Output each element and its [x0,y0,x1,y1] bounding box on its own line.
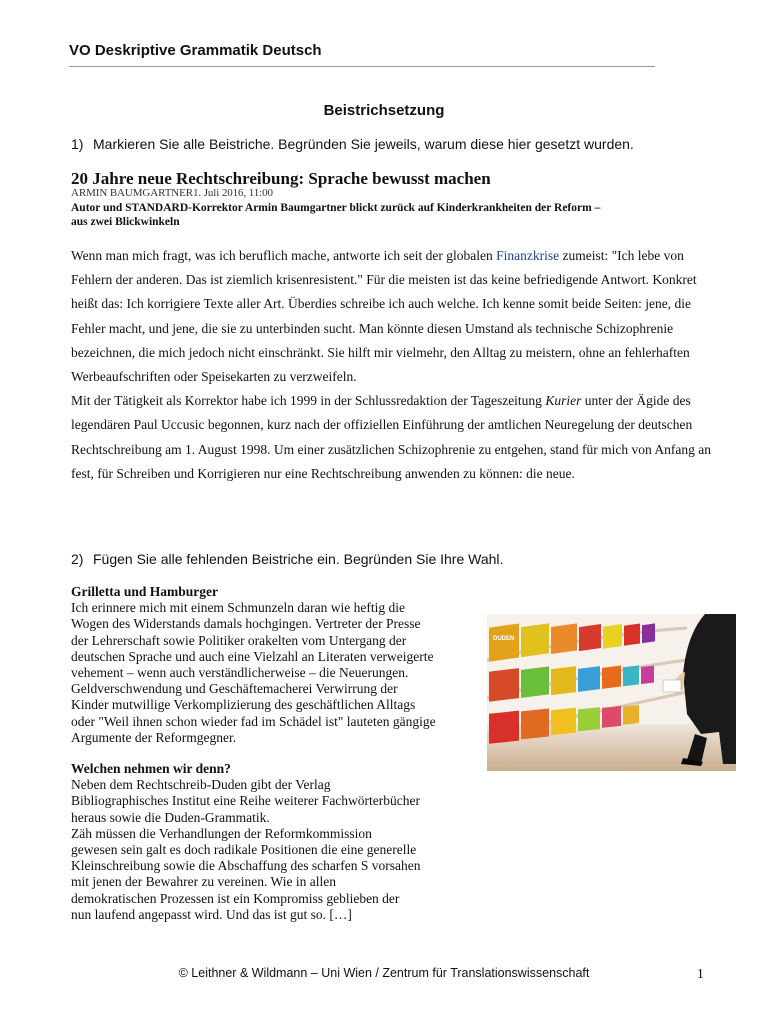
text-line: mit jenen der Bewahrer zu vereinen. Wie in allen [71,874,336,890]
article-title: 20 Jahre neue Rechtschreibung: Sprache bewusst machen [71,169,491,188]
text-line: nun laufend angepasst wird. Und das ist gut so. […] [71,906,352,922]
section-welchen [71,761,476,923]
paragraph-text: unter der Ägide des legendären Paul Uccusic begonnen, kurz nach der offiziellen Einführung der amtlichen Neuregelung der deutschen Rechtschreibung am 1. August 1998. Um einer zusätzlichen Schizophrenie zu entgehen, stand für mich von Anfang an fest, für Schreiben und Korrigieren nur eine Rechtschreibung anwenden zu können: die neue. [71,393,711,481]
duden-shelf-photo [487,614,736,771]
text-line: Kleinschreibung sowie die Abschaffung des scharfen S vorsahen [71,858,421,874]
paragraph-text: zumeist: "Ich lebe von Fehlern der anderen. Das ist ziemlich krisenresistent." Für die meisten ist das keine befriedigende Antwort. Konkret heißt das: Ich korrigiere Texte aller Art. Überdies schreibe ich auch welche. Ich kenne somit beide Seiten: jene, die Fehler macht, und jene, die sie zu unterbinden sucht. Man könnte diesen Umstand als technische Schizophrenie bezeichnen, die mich jedoch nicht einschränkt. Sie hilft mir vielmehr, den Alltag zu meistern, ohne an fehlerhaften Werbeaufschriften oder Speisekarten zu verzweifeln. [71,248,697,385]
text-line: Wogen des Widerstands damals hochgingen. Vertreter der Presse [71,616,421,632]
text-line: heraus sowie die Duden-Grammatik. [71,809,270,825]
article-lead-line: aus zwei Blickwinkeln [71,216,180,228]
article-body [71,244,711,486]
section-heading: Welchen nehmen wir denn? [71,761,231,776]
text-line: vehement – wenn auch verständlicherweise – die Neuerungen. [71,665,409,681]
article-paragraph-2 [71,389,711,486]
duden-book-label: DUDEN [493,636,515,642]
text-line: der Lehrerschaft sowie Politiker orakelten vom Untergang der [71,632,407,648]
text-line: oder "Weil ihnen schon wieder fad im Schädel ist" lauteten gängige [71,713,436,729]
task-1-number: 1) [71,136,84,152]
page-header: VO Deskriptive Grammatik Deutsch [69,42,655,67]
duden-photo-illustration [487,614,736,771]
task-1 [71,136,634,152]
task-2-number: 2) [71,551,84,567]
page-footer: © Leithner & Wildmann – Uni Wien / Zentrum für Translationswissenschaft [178,966,590,980]
section-title: Beistrichsetzung [323,102,445,119]
text-line: Geldverschwendung und Geschäftemacherei Verwirrung der [71,681,398,697]
page-number: 1 [697,966,704,981]
finanzkrise-link[interactable]: Finanzkrise [496,248,560,263]
article-paragraph-1 [71,244,711,389]
text-line: gewesen sein galt es doch radikale Positionen die eine generelle [71,842,417,858]
paragraph-text: Mit der Tätigkeit als Korrektor habe ich 1999 in der Schlussredaktion der Tageszeitung [71,393,546,409]
text-line: Neben dem Rechtschreib-Duden gibt der Verlag [71,777,331,793]
article-byline: ARMIN BAUMGARTNER1. Juli 2016, 11:00 [71,187,273,199]
task-2-text: Fügen Sie alle fehlenden Beistriche ein. Begründen Sie Ihre Wahl. [93,551,504,567]
kurier-italic: Kurier [545,393,582,409]
paragraph-text: Wenn man mich fragt, was ich beruflich mache, antworte ich seit der globalen [71,248,497,263]
text-line: Zäh müssen die Verhandlungen der Reformkommission [71,825,372,841]
section-grilletta [71,584,476,746]
text-line: Kinder mutwillige Verkomplizierung des geschäftlichen Alltags [71,697,416,713]
text-line: Argumente der Reformgegner. [71,729,237,745]
section-heading: Grilletta und Hamburger [71,584,218,599]
article-lead [71,201,711,229]
task-2 [71,551,503,567]
task-1-text: Markieren Sie alle Beistriche. Begründen Sie jeweils, warum diese hier gesetzt wurden. [93,136,634,152]
text-line: Ich erinnere mich mit einem Schmunzeln daran wie heftig die [71,600,405,616]
text-line: Bibliographisches Institut eine Reihe weiterer Fachwörterbücher [71,793,421,809]
text-line: demokratischen Prozessen ist ein Kompromiss geblieben der [71,890,400,906]
article-lead-line: Autor und STANDARD-Korrektor Armin Baumgartner blickt zurück auf Kinderkrankheiten der Reform – [71,202,601,214]
text-line: deutschen Sprache und auch eine Vielzahl an Literaten verweigerte [71,648,434,664]
